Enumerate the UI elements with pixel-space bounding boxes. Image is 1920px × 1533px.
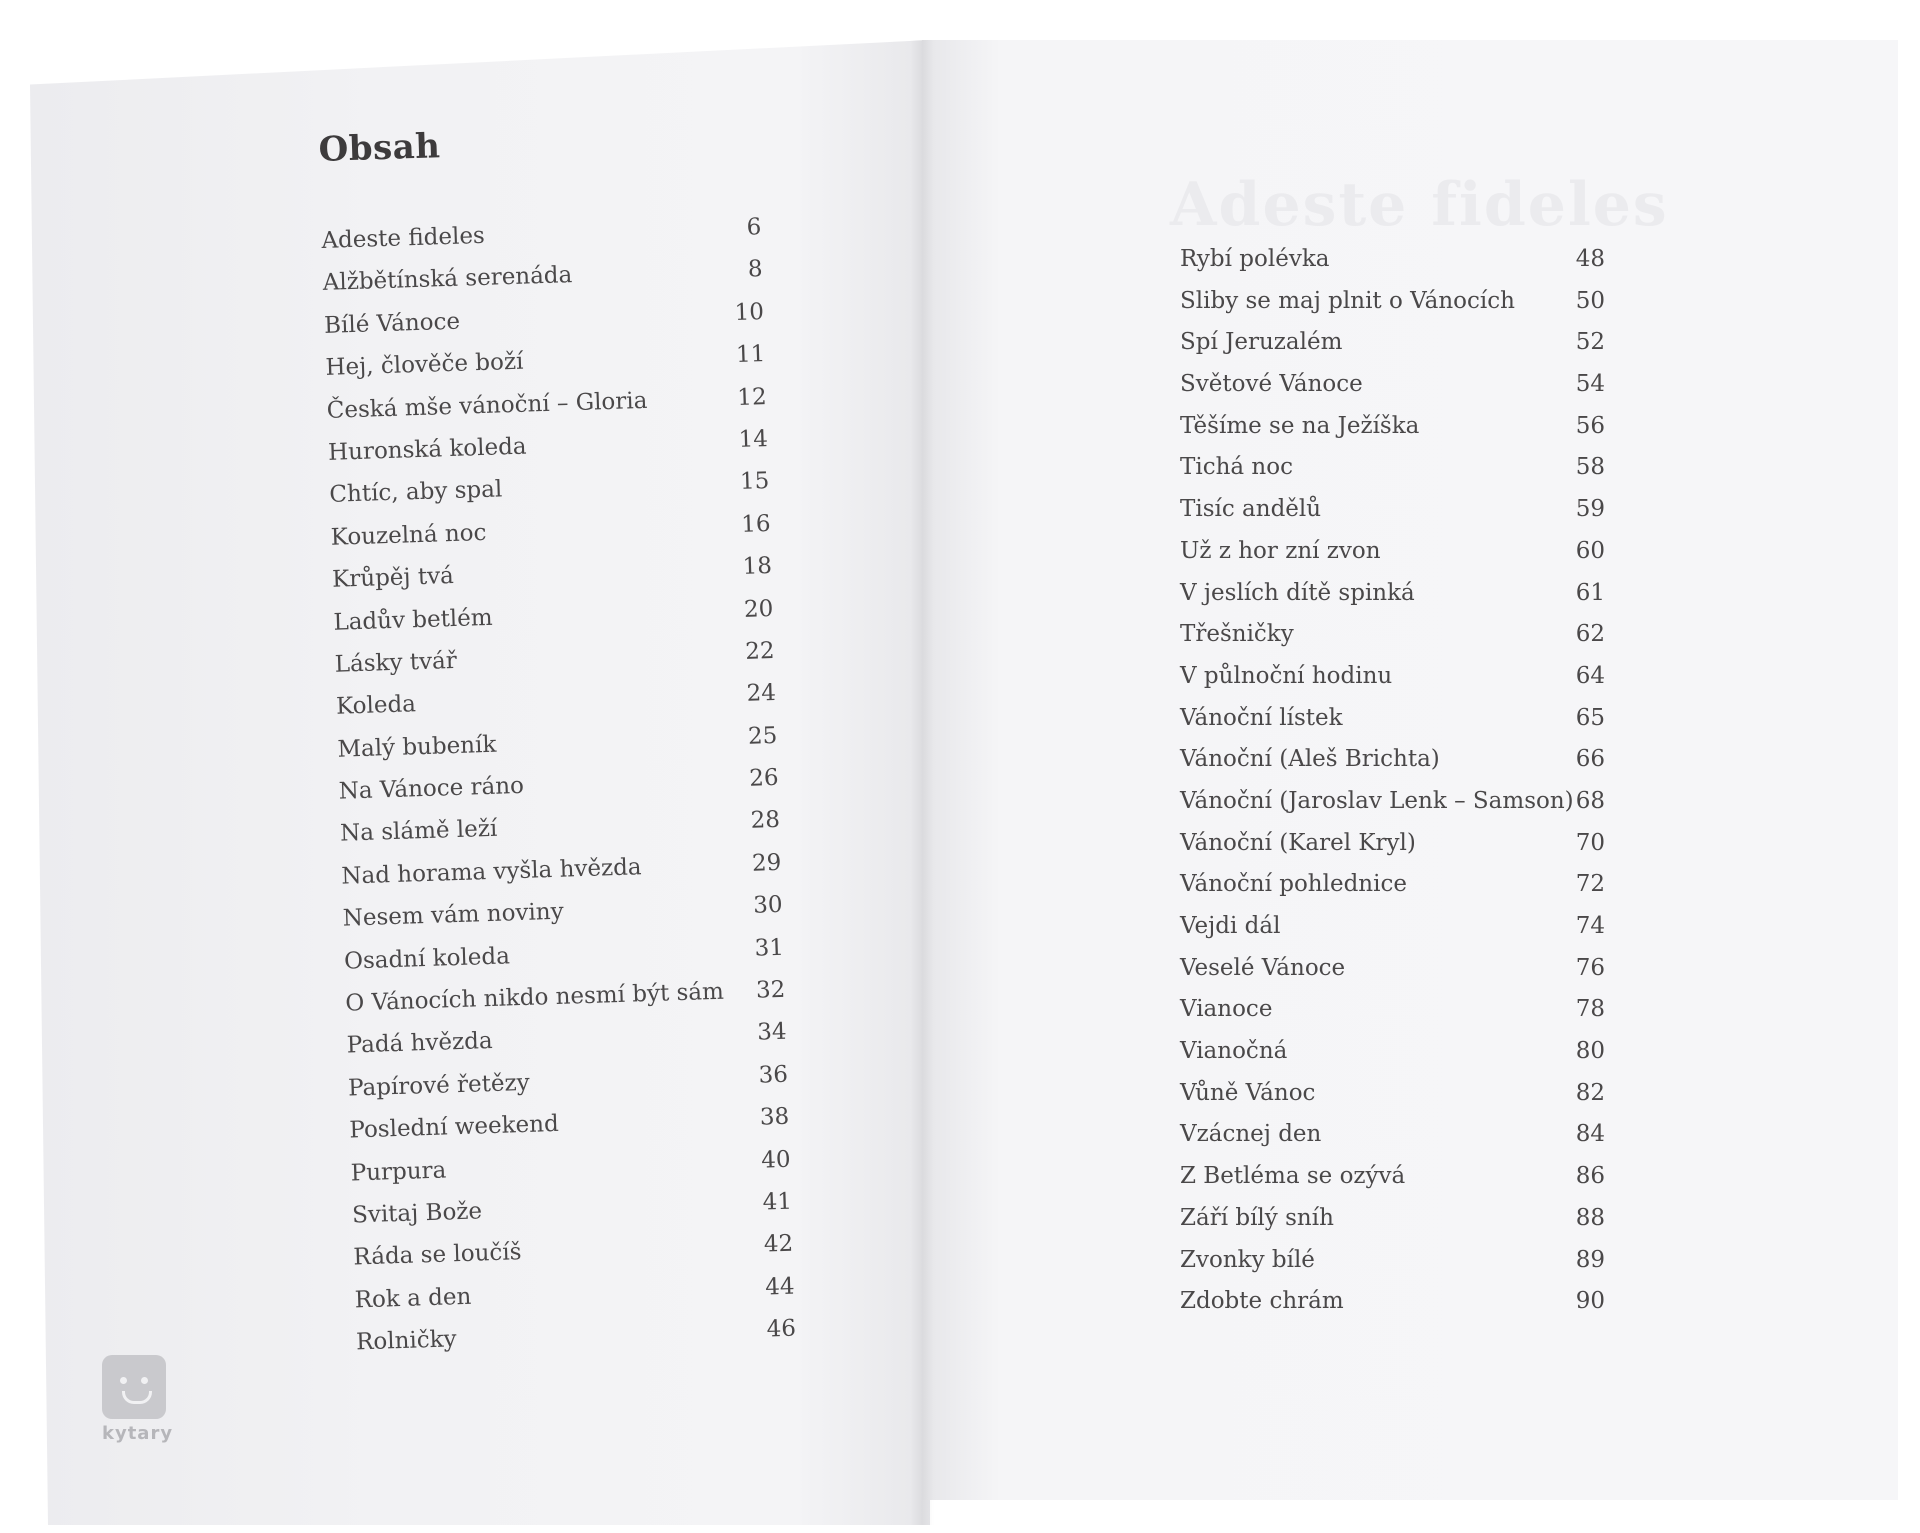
toc-entry bbox=[1180, 1163, 1605, 1205]
toc-entry bbox=[1180, 663, 1605, 705]
toc-entry-page: 80 bbox=[1575, 1038, 1605, 1065]
toc-entry-title: Vánoční (Aleš Brichta) bbox=[1180, 746, 1440, 773]
toc-entry-page: 68 bbox=[1575, 787, 1605, 814]
toc-entry-title: Světové Vánoce bbox=[1180, 371, 1363, 398]
toc-entry-title: Září bílý sníh bbox=[1180, 1204, 1334, 1231]
toc-entry bbox=[1180, 1288, 1605, 1330]
toc-entry bbox=[1180, 580, 1605, 622]
toc-entry bbox=[1180, 788, 1605, 830]
bleed-through-title: Adeste fideles bbox=[1170, 170, 1669, 240]
toc-entry-title: O Vánocích nikdo nesmí být sám bbox=[345, 978, 725, 1017]
toc-entry-page: 40 bbox=[760, 1146, 791, 1174]
toc-entry-page: 61 bbox=[1575, 579, 1605, 606]
toc-entry-page: 18 bbox=[742, 553, 773, 580]
toc-entry bbox=[1180, 1205, 1605, 1247]
logo-text: kytary bbox=[102, 1423, 174, 1444]
toc-entry-page: 10 bbox=[734, 298, 765, 326]
toc-entry-title: V jeslích dítě spinká bbox=[1180, 579, 1415, 606]
toc-entry-title: Hej, člověče boží bbox=[325, 348, 524, 382]
toc-entry-title: Purpura bbox=[350, 1157, 447, 1187]
toc-left-column bbox=[318, 116, 799, 1429]
toc-entry-page: 6 bbox=[746, 214, 762, 241]
toc-entry-title: Sliby se maj plnit o Vánocích bbox=[1180, 287, 1515, 314]
toc-list-left bbox=[321, 214, 797, 1372]
toc-entry-page: 58 bbox=[1575, 454, 1605, 481]
toc-entry-page: 29 bbox=[751, 849, 782, 877]
toc-entry bbox=[1180, 454, 1605, 496]
book-spine bbox=[910, 40, 934, 1525]
toc-right-column bbox=[1180, 246, 1605, 1330]
toc-entry-title: Už z hor zní zvon bbox=[1180, 537, 1381, 564]
toc-entry bbox=[1180, 413, 1605, 455]
toc-entry-title: Chtíc, aby spal bbox=[329, 476, 503, 509]
toc-entry-title: Vianoce bbox=[1180, 996, 1273, 1023]
toc-entry-title: Nesem vám noviny bbox=[342, 898, 565, 932]
toc-entry-title: Vánoční (Karel Kryl) bbox=[1180, 829, 1416, 856]
toc-entry-page: 54 bbox=[1575, 371, 1605, 398]
toc-entry-title: Na Vánoce ráno bbox=[338, 772, 525, 805]
toc-entry bbox=[1180, 996, 1605, 1038]
toc-entry-page: 84 bbox=[1575, 1121, 1605, 1148]
toc-entry-page: 72 bbox=[1575, 871, 1605, 898]
toc-entry-page: 44 bbox=[764, 1273, 795, 1301]
toc-entry-page: 88 bbox=[1575, 1204, 1605, 1231]
toc-entry-page: 15 bbox=[739, 468, 770, 496]
toc-entry bbox=[1180, 871, 1605, 913]
toc-entry-page: 60 bbox=[1575, 537, 1605, 564]
toc-entry bbox=[1180, 246, 1605, 288]
toc-entry bbox=[1180, 496, 1605, 538]
toc-entry-page: 30 bbox=[752, 892, 783, 919]
toc-entry bbox=[1180, 288, 1605, 330]
toc-entry-title: Třešničky bbox=[1180, 621, 1294, 648]
toc-entry-title: Padá hvězda bbox=[346, 1028, 493, 1059]
toc-entry-title: Spí Jeruzalém bbox=[1180, 329, 1343, 356]
toc-entry bbox=[1180, 1038, 1605, 1080]
toc-entry-title: Alžbětínská serenáda bbox=[322, 262, 573, 297]
toc-entry-page: 34 bbox=[756, 1019, 787, 1047]
toc-entry-title: Z Betléma se ozývá bbox=[1180, 1163, 1406, 1190]
toc-entry-title: Bílé Vánoce bbox=[323, 308, 461, 339]
toc-entry-page: 64 bbox=[1575, 662, 1605, 689]
toc-entry-page: 26 bbox=[748, 764, 779, 792]
toc-entry-title: Vůně Vánoc bbox=[1180, 1079, 1316, 1106]
toc-entry bbox=[1180, 329, 1605, 371]
toc-entry-page: 70 bbox=[1575, 829, 1605, 856]
toc-entry-title: Huronská koleda bbox=[327, 433, 527, 466]
toc-entry-title: Lásky tvář bbox=[334, 647, 458, 678]
toc-entry bbox=[1180, 1247, 1605, 1289]
toc-entry bbox=[1180, 621, 1605, 663]
toc-entry bbox=[1180, 913, 1605, 955]
toc-entry bbox=[1180, 538, 1605, 580]
toc-entry bbox=[1180, 1080, 1605, 1122]
toc-entry-page: 76 bbox=[1575, 954, 1605, 981]
toc-entry-title: V půlnoční hodinu bbox=[1180, 662, 1393, 689]
toc-entry-title: Rolničky bbox=[355, 1326, 457, 1356]
smiley-icon bbox=[102, 1355, 166, 1419]
toc-entry bbox=[1180, 830, 1605, 872]
toc-entry-title: Malý bubeník bbox=[337, 731, 497, 763]
toc-entry-title: Rok a den bbox=[354, 1283, 472, 1314]
toc-entry-title: Vánoční lístek bbox=[1180, 704, 1343, 731]
toc-entry-page: 16 bbox=[740, 510, 771, 538]
toc-entry-page: 66 bbox=[1575, 746, 1605, 773]
toc-entry-title: Tichá noc bbox=[1180, 454, 1293, 481]
toc-entry-title: Osadní koleda bbox=[343, 943, 511, 975]
toc-entry-page: 50 bbox=[1575, 287, 1605, 314]
toc-list-right bbox=[1180, 246, 1605, 1330]
toc-entry-title: Zdobte chrám bbox=[1180, 1288, 1344, 1315]
toc-entry-title: Vánoční (Jaroslav Lenk – Samson) bbox=[1180, 787, 1574, 814]
toc-entry-title: Adeste fideles bbox=[321, 222, 486, 254]
toc-entry-page: 8 bbox=[747, 256, 764, 283]
toc-entry-page: 32 bbox=[755, 976, 786, 1004]
toc-entry-page: 41 bbox=[762, 1188, 793, 1216]
toc-entry-page: 11 bbox=[735, 341, 766, 369]
toc-entry-title: Nad horama vyšla hvězda bbox=[341, 854, 642, 890]
toc-entry-page: 46 bbox=[766, 1315, 797, 1343]
toc-entry-title: Tisíc andělů bbox=[1180, 496, 1322, 523]
toc-entry-page: 52 bbox=[1575, 329, 1605, 356]
toc-entry-title: Česká mše vánoční – Gloria bbox=[326, 387, 648, 424]
toc-entry bbox=[1180, 371, 1605, 413]
toc-entry-page: 28 bbox=[750, 807, 781, 835]
toc-entry-title: Papírové řetězy bbox=[347, 1069, 531, 1102]
toc-entry-title: Vzácnej den bbox=[1180, 1121, 1322, 1148]
toc-entry-title: Svitaj Bože bbox=[351, 1198, 483, 1229]
toc-entry-page: 65 bbox=[1575, 704, 1605, 731]
toc-entry-page: 89 bbox=[1575, 1246, 1605, 1273]
toc-entry-page: 42 bbox=[763, 1231, 794, 1258]
toc-entry-page: 12 bbox=[736, 383, 768, 411]
toc-entry bbox=[1180, 955, 1605, 997]
toc-entry-title: Poslední weekend bbox=[349, 1111, 560, 1144]
toc-entry-page: 22 bbox=[744, 637, 775, 665]
toc-entry-page: 78 bbox=[1575, 996, 1605, 1023]
toc-entry-page: 48 bbox=[1575, 246, 1605, 272]
toc-entry bbox=[1180, 746, 1605, 788]
toc-entry-page: 25 bbox=[747, 722, 778, 750]
toc-entry-page: 74 bbox=[1575, 913, 1605, 939]
toc-entry-page: 62 bbox=[1575, 621, 1605, 648]
toc-entry-title: Těšíme se na Ježíška bbox=[1180, 412, 1420, 439]
toc-entry-page: 82 bbox=[1575, 1079, 1605, 1106]
toc-entry-title: Koleda bbox=[335, 691, 417, 721]
toc-entry-page: 14 bbox=[738, 425, 769, 453]
kytary-logo bbox=[102, 1355, 172, 1444]
toc-entry bbox=[1180, 705, 1605, 747]
toc-entry-page: 24 bbox=[746, 680, 777, 708]
toc-entry-title: Vianočná bbox=[1180, 1038, 1288, 1065]
toc-entry-title: Ladův betlém bbox=[333, 604, 493, 636]
toc-entry-page: 56 bbox=[1575, 412, 1605, 439]
toc-entry-page: 31 bbox=[754, 934, 785, 962]
toc-entry-title: Ráda se loučíš bbox=[353, 1239, 522, 1271]
toc-entry-title: Na slámě leží bbox=[339, 816, 498, 848]
toc-entry-title: Zvonky bílé bbox=[1180, 1246, 1315, 1273]
toc-entry-page: 86 bbox=[1575, 1163, 1605, 1190]
toc-entry bbox=[1180, 1121, 1605, 1163]
toc-entry-title: Rybí polévka bbox=[1180, 246, 1330, 272]
toc-entry-page: 38 bbox=[759, 1103, 790, 1131]
toc-entry-page: 20 bbox=[743, 595, 774, 623]
toc-entry-title: Krůpěj tvá bbox=[331, 563, 455, 593]
toc-entry-title: Vánoční pohlednice bbox=[1180, 871, 1407, 898]
toc-entry-page: 90 bbox=[1575, 1288, 1605, 1315]
toc-entry-title: Vejdi dál bbox=[1180, 913, 1281, 939]
toc-entry-title: Kouzelná noc bbox=[330, 519, 487, 551]
toc-entry-page: 59 bbox=[1575, 496, 1605, 523]
toc-entry-page: 36 bbox=[758, 1061, 789, 1089]
toc-title: Obsah bbox=[318, 126, 441, 170]
toc-entry-title: Veselé Vánoce bbox=[1180, 954, 1346, 981]
